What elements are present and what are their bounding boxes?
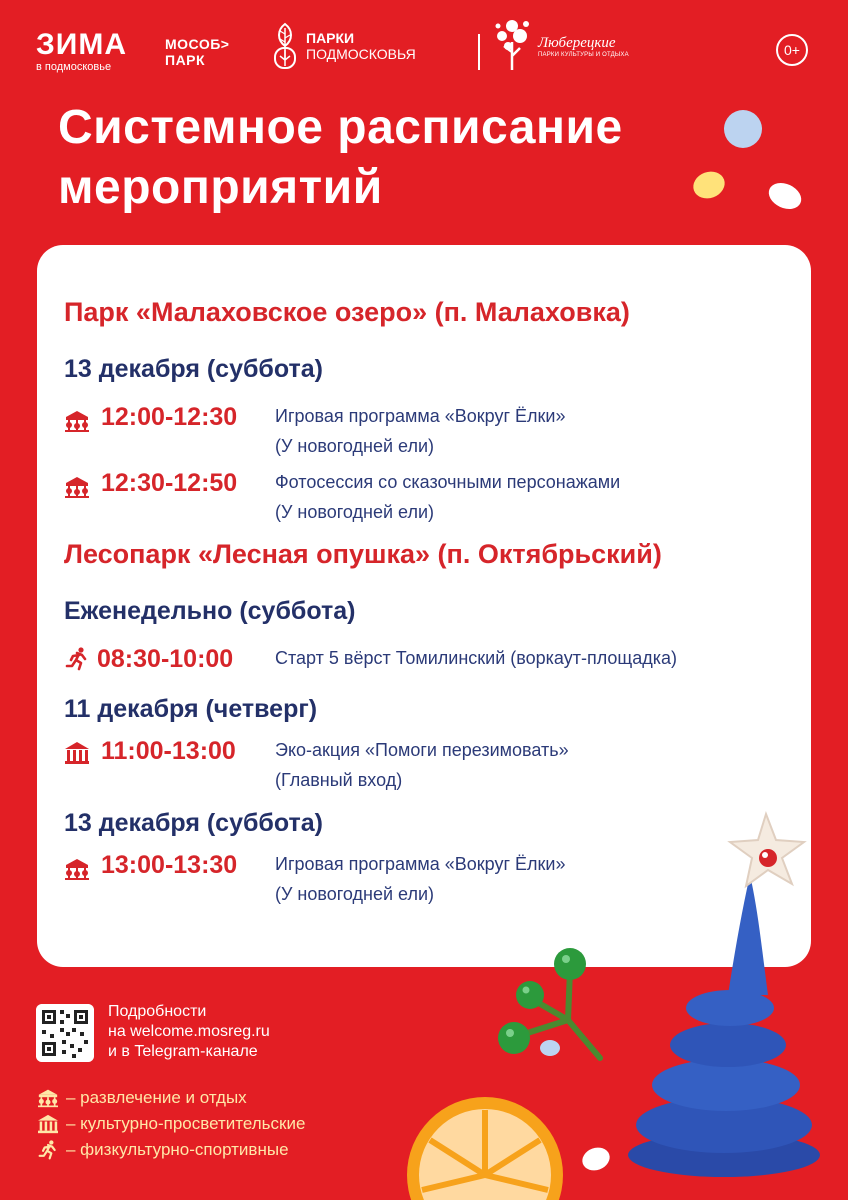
header-bar	[0, 0, 848, 90]
orange-slice-illustration	[400, 1090, 570, 1200]
event-description	[275, 643, 677, 673]
event-title: Игровая программа «Вокруг Ёлки»	[275, 406, 566, 426]
logo-divider	[478, 34, 480, 70]
carousel-icon	[64, 475, 90, 499]
carousel-icon	[64, 409, 90, 433]
parki-podmoskovya-logo	[272, 20, 416, 72]
legend-item-sport	[36, 1140, 289, 1160]
confetti-dot-yellow	[690, 167, 729, 202]
mosobpark-logo-line1: МОСОБ>	[165, 36, 230, 52]
lyuberetskie-parki-logo	[494, 18, 629, 74]
day-label: 13 декабря (суббота)	[64, 809, 323, 837]
leaf-emblem-icon	[272, 20, 298, 72]
event-title: Фотосессия со сказочными персонажами	[275, 472, 621, 492]
museum-icon	[36, 1114, 60, 1134]
info-line2: на welcome.mosreg.ru	[108, 1023, 270, 1040]
event-time: 12:30-12:50	[101, 469, 238, 497]
tree-bubbles-icon	[494, 18, 534, 74]
confetti-dot-blue	[724, 110, 762, 148]
zima-logo-text: ЗИМА	[36, 28, 128, 61]
legend-item-entertainment	[36, 1088, 247, 1108]
carousel-icon	[36, 1088, 60, 1108]
event-description	[275, 401, 566, 461]
event-description	[275, 849, 566, 909]
event-title: Игровая программа «Вокруг Ёлки»	[275, 854, 566, 874]
event-time: 13:00-13:30	[101, 851, 238, 879]
confetti-dot-blue	[540, 1040, 560, 1056]
lyuberetskie-logo-line1: Люберецкие	[538, 34, 616, 51]
park-title-malakhovskoe: Парк «Малаховское озеро» (п. Малаховка)	[64, 297, 630, 327]
page-title-line1: Системное расписание	[58, 101, 623, 154]
confetti-dot-white	[765, 178, 806, 214]
event-location: (У новогодней ели)	[275, 502, 435, 522]
zima-logo-subtitle: в подмосковье	[36, 61, 112, 73]
runner-icon	[64, 647, 90, 671]
legend-label: – развлечение и отдых	[66, 1088, 247, 1107]
legend-label: – физкультурно-спортивные	[66, 1140, 289, 1159]
museum-icon	[64, 741, 90, 765]
event-location: (Главный вход)	[275, 770, 403, 790]
day-label: 11 декабря (четверг)	[64, 695, 318, 723]
event-title: Старт 5 вёрст Томилинский (воркаут-площадка)	[275, 648, 678, 668]
page-title	[58, 98, 623, 218]
event-location: (У новогодней ели)	[275, 436, 435, 456]
carousel-icon	[64, 857, 90, 881]
park-title-lesnaya-opushka: Лесопарк «Лесная опушка» (п. Октябрьский)	[64, 539, 662, 569]
info-line3: и в Telegram-канале	[108, 1043, 258, 1060]
event-time: 08:30-10:00	[97, 645, 234, 673]
info-text	[108, 1002, 270, 1062]
event-description	[275, 467, 620, 527]
parki-logo-line2: ПОДМОСКОВЬЯ	[306, 46, 416, 62]
legend-item-cultural	[36, 1114, 305, 1134]
day-label: 13 декабря (суббота)	[64, 355, 323, 383]
mosobpark-logo-line2: ПАРК	[165, 52, 206, 68]
event-time: 12:00-12:30	[101, 403, 238, 431]
event-time: 11:00-13:00	[101, 737, 236, 765]
qr-code[interactable]	[36, 1004, 94, 1062]
zima-logo	[36, 30, 127, 73]
legend-label: – культурно-просветительские	[66, 1114, 306, 1133]
runner-icon	[36, 1140, 60, 1160]
info-line1: Подробности	[108, 1003, 207, 1020]
mosobpark-logo	[165, 36, 229, 68]
day-label: Еженедельно (суббота)	[64, 597, 356, 625]
christmas-tree-illustration	[600, 800, 848, 1180]
event-description	[275, 735, 569, 795]
lyuberetskie-logo-line2: ПАРКИ КУЛЬТУРЫ И ОТДЫХА	[538, 51, 629, 58]
event-location: (У новогодней ели)	[275, 884, 435, 904]
age-rating-badge: 0+	[776, 34, 808, 66]
parki-logo-line1: ПАРКИ	[306, 30, 355, 46]
event-title: Эко-акция «Помоги перезимовать»	[275, 740, 569, 760]
page-title-line2: мероприятий	[58, 161, 383, 214]
